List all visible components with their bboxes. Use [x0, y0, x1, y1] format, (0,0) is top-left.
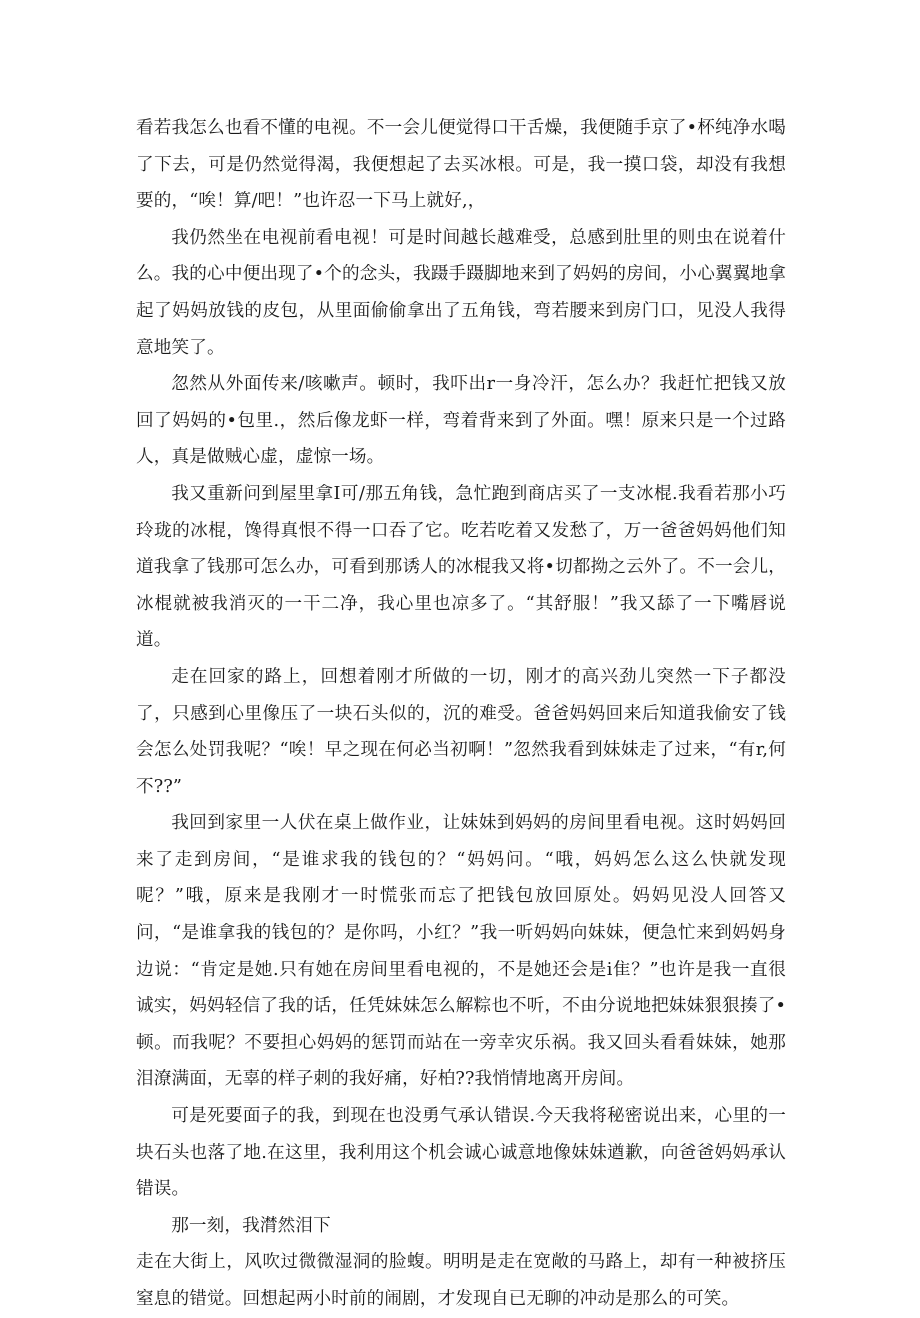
paragraph-7: 可是死要面子的我，到现在也没勇气承认错误.今天我将秘密说出来，心里的一块石头也落了地.在这里，我利用这个机会诚心诚意地像妹妹遒歉，向爸爸妈妈承认错误。 [136, 1106, 786, 1200]
paragraph-9: 走在大街上，风吹过微微湿洞的脸蝮。明明是走在宽敞的马路上，却有一种被挤压窒息的错觉。回想起两小时前的闹剧，才发现自已无聊的冲动是那么的可笑。 [136, 1252, 786, 1309]
paragraph-4: 我又重新问到屋里拿I可/那五角钱，急忙跑到商店买了一支冰棍.我看若那小巧玲珑的冰棍，馋得真恨不得一口吞了它。吃若吃着又发愁了，万一爸爸妈妈他们知道我拿了钱那可怎么办，可看到那诱人的冰棍我又将•切都拗之云外了。不一会儿，冰棍就被我消灭的一干二净，我心里也凉多了。“其舒服！”我又舔了一下嘴唇说道。 [136, 483, 786, 651]
document-page [136, 110, 786, 1318]
paragraph-2: 我仍然坐在电视前看电视！可是时间越长越难受，总感到肚里的则虫在说着什么。我的心中便出现了•个的念头，我蹑手蹑脚地来到了妈妈的房间，小心翼翼地拿起了妈妈放钱的皮包，从里面偷偷拿出了五角钱，弯若腰来到房门口，见没人我得意地笑了。 [136, 227, 786, 358]
paragraph-6: 我回到家里一人伏在桌上做作业，让妹妹到妈妈的房间里看电视。这时妈妈回来了走到房间，“是谁求我的钱包的？“妈妈问。“哦，妈妈怎么这么快就发现呢？”哦，原来是我刚才一时慌张而忘了把钱包放回原处。妈妈见没人回答又问，“是谁拿我的钱包的？是你吗，小红？”我一听妈妈向妹妹，便急忙来到妈妈身边说：“肯定是她.只有她在房间里看电视的，不是她还会是i隹？”也许是我一直很诚实，妈妈轻信了我的话，任凭妹妹怎么解粽也不听，不由分说地把妹妹狠狠揍了•顿。而我呢？不要担心妈妈的惩罚而站在一旁幸灾乐祸。我又回头看看妹妹，她那泪潦满面，无辜的样子刺的我好痛，好柏??我悄情地离开房间。 [136, 813, 786, 1090]
paragraph-5: 走在回家的路上，回想着刚才所做的一切，刚才的高兴劲儿突然一下子都没了，只感到心里像压了一块石头似的，沉的难受。爸爸妈妈回来后知道我偷安了钱会怎么处罚我呢？“唉！早之现在何必当初啊！”忽然我看到妹妹走了过来，“有r,何不??” [136, 666, 786, 797]
paragraph-3: 忽然从外面传来/咳嗽声。顿时，我吓出r一身冷汗，怎么办？我赶忙把钱又放回了妈妈的•包里.，然后像龙虾一样，弯着背来到了外面。嘿！原来只是一个过路人，真是做贼心虚，虚惊一场。 [136, 374, 786, 468]
section-title: 那一刻，我潸然泪下 [171, 1215, 331, 1236]
paragraph-1: 看若我怎么也看不懂的电视。不一会儿便觉得口干舌燥，我便随手京了•杯纯净水喝了下去，可是仍然觉得渴，我便想起了去买冰根。可是，我一摸口袋，却没有我想要的，“唉！算/吧！”也许忍一下马上就好,， [136, 118, 786, 212]
